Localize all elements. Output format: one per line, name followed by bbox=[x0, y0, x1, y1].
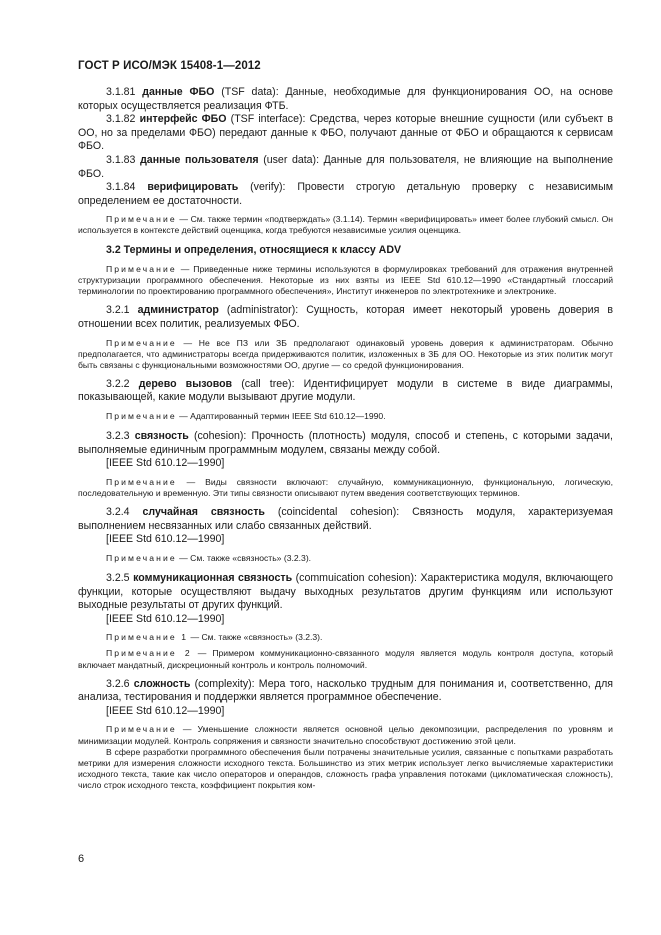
reference-3-2-6: [IEEE Std 610.12—1990] bbox=[106, 704, 225, 717]
note-3-1-84: Примечание — См. также термин «подтверждать» (3.1.14). Термин «верифицировать» имеет более глубокий смысл. Он используется в контексте действий оценщика, когда требуются независимые усилия оценщика. bbox=[78, 214, 613, 236]
note-3-2: Примечание — Приведенные ниже термины используются в формулировках требований для отражения внутренней структуризации программного обеспечения. Некоторые из них взяты из IEEE Std 610.12—1990 «Стандартный глоссарий терминологии по проектированию программного обеспечения», Институт инженеров по электротехнике и электронике. bbox=[78, 264, 613, 297]
page-number: 6 bbox=[78, 853, 85, 865]
term-name: интерфейс ФБО bbox=[139, 113, 227, 126]
term-name: администратор bbox=[137, 304, 219, 317]
note-3-2-6: Примечание — Уменьшение сложности является основной целью декомпозиции, распределения по уровням и минимизации модулей. Контроль сопряжения и связности значительно способствуют достижению этой цели. bbox=[78, 724, 613, 746]
note-3-2-6-continued: В сфере разработки программного обеспечения были потрачены значительные усилия, связанные с попытками разработать метрики для измерения сложности исходного текста. Большинство из этих метрик использует легко вычисляемые характеристики исходного текста, такие как число операторов и операндов, сложность графа управления потоками (цикломатическая сложность), число строк исходного текста, коэффициент покрытия ком- bbox=[78, 746, 613, 790]
term-name: сложность bbox=[133, 677, 191, 690]
document-header: ГОСТ Р ИСО/МЭК 15408-1—2012 bbox=[78, 60, 261, 72]
reference-3-2-3: [IEEE Std 610.12—1990] bbox=[106, 457, 225, 470]
term-3-2-4: 3.2.4 случайная связность (coincidental cohesion): Связность модуля, характеризуемая выполнением несвязанных или слабо связанных действий. bbox=[78, 506, 613, 532]
term-name: верифицировать bbox=[147, 181, 239, 194]
term-name: данные пользователя bbox=[140, 153, 259, 166]
term-3-1-83: 3.1.83 данные пользователя (user data): Данные для пользователя, не влияющие на выполнение ФБО. bbox=[78, 153, 614, 180]
section-heading-3-2: 3.2 Термины и определения, относящиеся к классу ADV bbox=[106, 243, 402, 256]
note-3-2-3: Примечание — Виды связности включают: случайную, коммуникационную, функциональную, логическую, последовательную и временную. Эти типы связности описывают путем введения соответствующих терминов. bbox=[78, 476, 613, 499]
term-3-1-84: 3.1.84 верифицировать (verify): Провести строгую детальную проверку с независимым определением ее достаточности. bbox=[78, 181, 613, 207]
term-3-1-81: 3.1.81 данные ФБО (TSF data): Данные, необходимые для функционирования ОО, на основе которых осуществляется реализация ФТБ. bbox=[78, 86, 613, 112]
note-3-2-2: Примечание — Адаптированный термин IEEE Std 610.12—1990. bbox=[106, 411, 386, 422]
term-name: коммуникационная связность bbox=[133, 572, 293, 584]
note-3-2-5-1: Примечание 1 — См. также «связность» (3.2.3). bbox=[106, 632, 323, 643]
term-3-2-3: 3.2.3 связность (cohesion): Прочность (плотность) модуля, способ и степень, с которыми задачи, выполняемые единичным программным модулем, связаны между собой. bbox=[78, 430, 613, 456]
note-3-2-1: Примечание — Не все ПЗ или ЗБ предполагают одинаковый уровень доверия к администраторам. Обычно предполагается, что администраторы всегда придерживаются политик, изложенных в ЗБ для ОО. Некоторые из этих политик могут быть связаны с функциональными возможностями ОО, другие — со средой функционирования. bbox=[78, 337, 613, 370]
note-3-2-5-2: Примечание 2 — Примером коммуникационно-связанного модуля является модуль контроля доступа, который включает мандатный, дискреционный контроль и контроль полномочий. bbox=[78, 648, 613, 670]
term-3-2-1: 3.2.1 администратор (administrator): Сущность, которая имеет некоторый уровень доверия в отношении всех политик, реализуемых ФБО. bbox=[78, 304, 613, 330]
term-name: случайная связность bbox=[142, 506, 265, 519]
note-3-2-4: Примечание — См. также «связность» (3.2.3). bbox=[106, 552, 312, 563]
reference-3-2-5: [IEEE Std 610.12—1990] bbox=[106, 612, 225, 625]
term-3-1-82: 3.1.82 интерфейс ФБО (TSF interface): Средства, через которые внешние сущности (или субъект в ОО, но за пределами ФБО) передают данные к ФБО, получают данные от ФБО и обращаются к сервисам ФБО. bbox=[78, 113, 613, 153]
term-name: связность bbox=[134, 430, 189, 443]
term-3-2-6: 3.2.6 сложность (complexity): Мера того, насколько трудным для понимания и, соответственно, для анализа, тестирования и поддержки является программное обеспечение. bbox=[78, 677, 613, 704]
term-3-2-2: 3.2.2 дерево вызовов (call tree): Идентифицирует модули в системе в виде диаграммы, показывающей, какие модули вызывают другие модули. bbox=[78, 377, 613, 404]
term-name: данные ФБО bbox=[142, 86, 215, 98]
term-3-2-5: 3.2.5 коммуникационная связность (commuication cohesion): Характеристика модуля, включающего функции, которые осуществляют выдачу выходных результатов другим функциям или используют выходные результаты от других функций. bbox=[78, 572, 613, 612]
term-name: дерево вызовов bbox=[138, 377, 233, 390]
document-body bbox=[78, 86, 613, 791]
reference-3-2-4: [IEEE Std 610.12—1990] bbox=[106, 533, 225, 546]
